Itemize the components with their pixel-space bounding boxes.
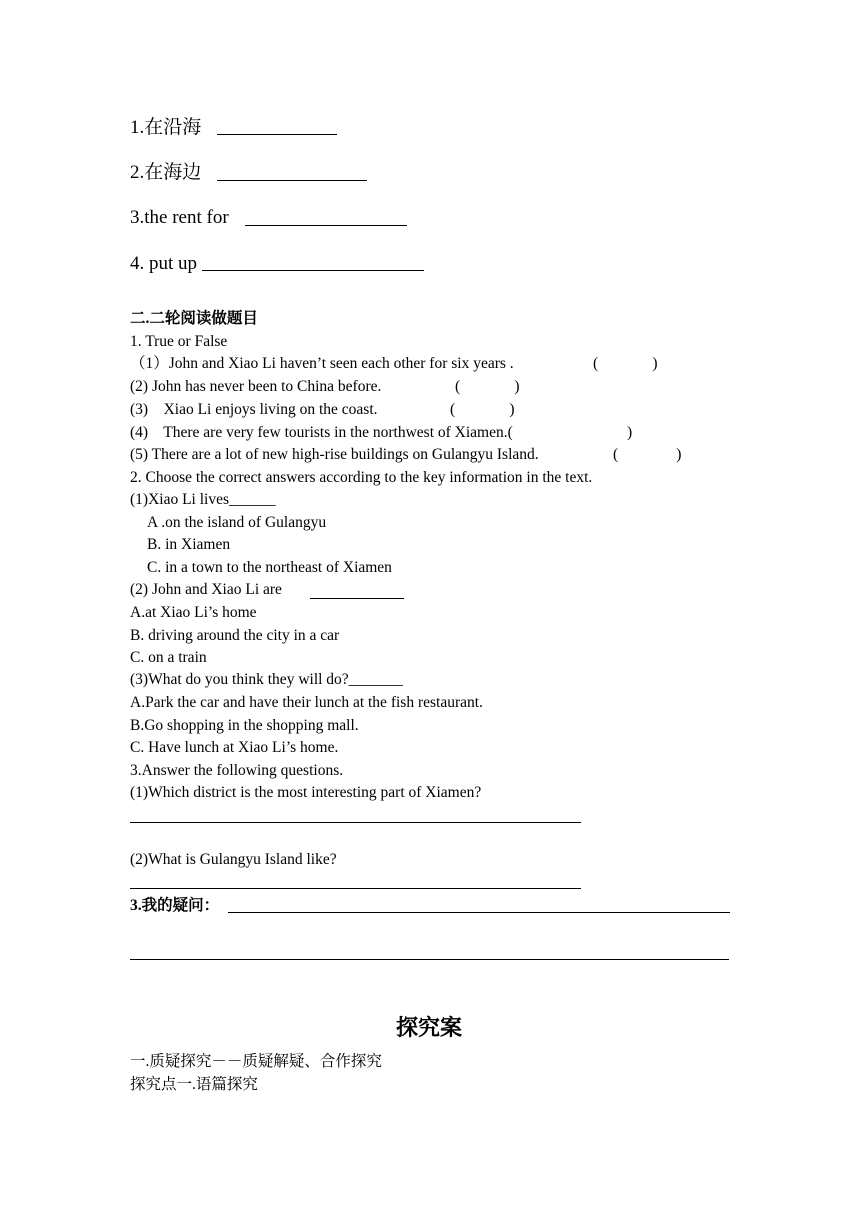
vocab-blank-4[interactable]: [202, 270, 424, 271]
q1-stem: (1)Xiao Li lives______: [130, 491, 276, 508]
answer-heading: 3.Answer the following questions.: [130, 762, 344, 779]
q3-stem: (3)What do you think they will do?_______: [130, 671, 403, 688]
my-question-line-2[interactable]: [130, 959, 729, 960]
my-question-label: 3.我的疑问：: [130, 897, 220, 914]
q2-blank[interactable]: [310, 598, 404, 599]
tf-item-1: （1）John and Xiao Li haven’t seen each other for six years .: [130, 355, 514, 372]
answer-question-1: (1)Which district is the most interesting part of Xiamen?: [130, 784, 482, 801]
q1-option-c: C. in a town to the northeast of Xiamen: [147, 559, 392, 576]
vocab-blank-1[interactable]: [217, 134, 337, 135]
explore-line-1: 一.质疑探究－－质疑解疑、合作探究: [130, 1053, 382, 1070]
q1-option-a: A .on the island of Gulangyu: [147, 514, 327, 531]
tf-answer-2[interactable]: ( ): [455, 378, 520, 395]
section-heading: 二.二轮阅读做题目: [130, 310, 258, 327]
tf-item-3: (3) Xiao Li enjoys living on the coast.: [130, 401, 378, 418]
vocab-item-1: 1.在沿海: [130, 117, 202, 138]
q3-option-a: A.Park the car and have their lunch at the fish restaurant.: [130, 694, 483, 711]
tf-heading: 1. True or False: [130, 333, 228, 350]
tf-item-5: (5) There are a lot of new high-rise buildings on Gulangyu Island.: [130, 446, 539, 463]
q2-stem: (2) John and Xiao Li are: [130, 581, 282, 598]
q2-option-b: B. driving around the city in a car: [130, 627, 340, 644]
tf-item-2: (2) John has never been to China before.: [130, 378, 382, 395]
vocab-item-2: 2.在海边: [130, 162, 202, 183]
vocab-blank-2[interactable]: [217, 180, 367, 181]
q1-option-b: B. in Xiamen: [147, 536, 231, 553]
vocab-item-4: 4. put up: [130, 253, 198, 274]
explore-title: 探究案: [396, 1015, 463, 1040]
q3-option-c: C. Have lunch at Xiao Li’s home.: [130, 739, 339, 756]
tf-answer-5[interactable]: ( ): [613, 446, 682, 463]
vocab-item-3: 3.the rent for: [130, 207, 229, 228]
explore-line-2: 探究点一.语篇探究: [130, 1076, 258, 1093]
q2-option-c: C. on a train: [130, 649, 207, 666]
tf-item-4: (4) There are very few tourists in the northwest of Xiamen.(: [130, 424, 513, 441]
choose-heading: 2. Choose the correct answers according to the key information in the text.: [130, 469, 593, 486]
answer-line-2[interactable]: [130, 888, 581, 889]
tf-answer-4[interactable]: ): [627, 424, 633, 441]
vocab-blank-3[interactable]: [245, 225, 407, 226]
answer-line-1[interactable]: [130, 822, 581, 823]
q3-option-b: B.Go shopping in the shopping mall.: [130, 717, 359, 734]
q2-option-a: A.at Xiao Li’s home: [130, 604, 257, 621]
my-question-line-1[interactable]: [228, 912, 730, 913]
answer-question-2: (2)What is Gulangyu Island like?: [130, 851, 337, 868]
tf-answer-1[interactable]: ( ): [593, 355, 658, 372]
tf-answer-3[interactable]: ( ): [450, 401, 515, 418]
